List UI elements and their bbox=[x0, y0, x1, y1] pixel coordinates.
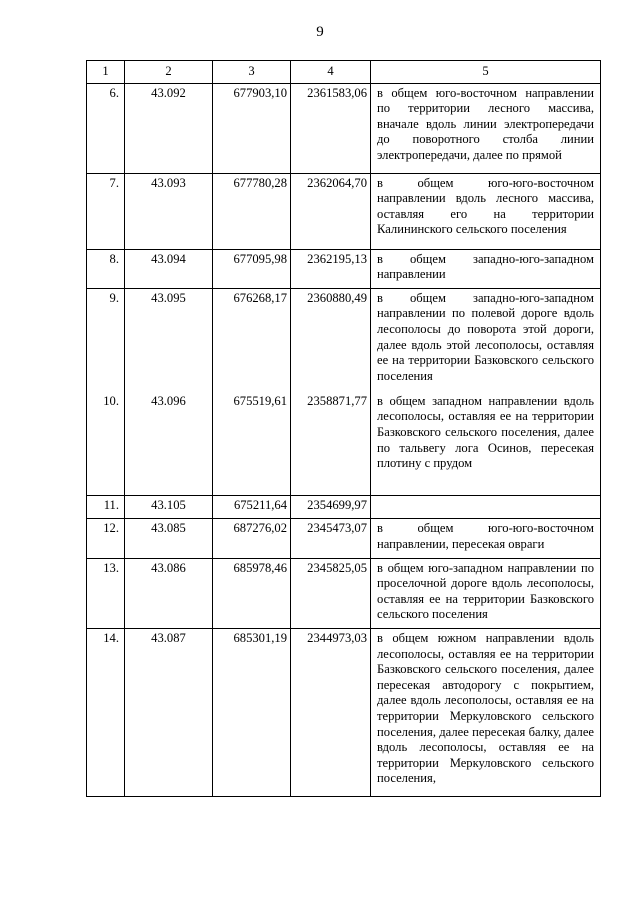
table-row bbox=[87, 495, 601, 519]
point-id: 43.086 bbox=[125, 558, 213, 628]
boundary-description: в общем западно-юго-западном направлении по полевой дороге вдоль лесополосы до поворота этой дороги, далее вдоль этой лесополосы, оставляя ее на территории Базковского сельского поселения bbox=[371, 288, 601, 392]
coord-y: 2354699,97 bbox=[291, 495, 371, 519]
coord-y: 2358871,77 bbox=[291, 392, 371, 496]
boundary-description: в общем юго-юго-восточном направлении вдоль лесного массива, оставляя его на территории Калининского сельского поселения bbox=[371, 173, 601, 249]
boundary-description: в общем южном направлении вдоль лесополосы, оставляя ее на территории Базковского сельского поселения, далее пересекая автодорогу с покрытием, далее вдоль лесополосы, оставляя ее на территории Меркуловского сельского поселения, далее пересекая балку, далее вдоль лесополосы, оставляя ее на территории Меркуловского сельского поселения, bbox=[371, 628, 601, 796]
coord-x: 675211,64 bbox=[213, 495, 291, 519]
coord-y: 2362195,13 bbox=[291, 249, 371, 288]
table-row bbox=[87, 628, 601, 796]
coord-x: 675519,61 bbox=[213, 392, 291, 496]
coord-y: 2345473,07 bbox=[291, 519, 371, 558]
point-id: 43.093 bbox=[125, 173, 213, 249]
coord-y: 2345825,05 bbox=[291, 558, 371, 628]
point-id: 43.085 bbox=[125, 519, 213, 558]
coord-y: 2344973,03 bbox=[291, 628, 371, 796]
row-number: 6. bbox=[87, 83, 125, 173]
boundary-description: в общем западно-юго-западном направлении bbox=[371, 249, 601, 288]
header-cell: 5 bbox=[371, 61, 601, 84]
coord-x: 685978,46 bbox=[213, 558, 291, 628]
row-number: 8. bbox=[87, 249, 125, 288]
row-number: 13. bbox=[87, 558, 125, 628]
table-row bbox=[87, 173, 601, 249]
boundary-description: в общем юго-западном направлении по проселочной дороге вдоль лесополосы, оставляя ее на территории Базковского сельского поселения bbox=[371, 558, 601, 628]
point-id: 43.105 bbox=[125, 495, 213, 519]
header-cell: 1 bbox=[87, 61, 125, 84]
row-number: 11. bbox=[87, 495, 125, 519]
coord-y: 2360880,49 bbox=[291, 288, 371, 392]
coord-x: 676268,17 bbox=[213, 288, 291, 392]
header-cell: 2 bbox=[125, 61, 213, 84]
row-number: 9. bbox=[87, 288, 125, 392]
boundary-description: в общем западном направлении вдоль лесополосы, оставляя ее на территории Базковского сельского поселения, далее по тальвегу лога Осинов, пересекая плотину с прудом bbox=[371, 392, 601, 496]
header-cell: 3 bbox=[213, 61, 291, 84]
boundary-points-table bbox=[86, 60, 601, 797]
boundary-description: в общем юго-восточном направлении по территории лесного массива, вначале вдоль линии электропередачи до поворотного столба линии электропередачи, далее по прямой bbox=[371, 83, 601, 173]
row-number: 14. bbox=[87, 628, 125, 796]
page-number: 9 bbox=[316, 24, 324, 40]
point-id: 43.087 bbox=[125, 628, 213, 796]
table-row bbox=[87, 249, 601, 288]
coord-x: 677095,98 bbox=[213, 249, 291, 288]
coord-y: 2362064,70 bbox=[291, 173, 371, 249]
point-id: 43.096 bbox=[125, 392, 213, 496]
row-number: 7. bbox=[87, 173, 125, 249]
table-row bbox=[87, 392, 601, 496]
table-row bbox=[87, 519, 601, 558]
header-cell: 4 bbox=[291, 61, 371, 84]
coord-y: 2361583,06 bbox=[291, 83, 371, 173]
boundary-description: в общем юго-юго-восточном направлении, пересекая овраги bbox=[371, 519, 601, 558]
boundary-description bbox=[371, 495, 601, 519]
row-number: 10. bbox=[87, 392, 125, 496]
row-number: 12. bbox=[87, 519, 125, 558]
table-row bbox=[87, 288, 601, 392]
table-row bbox=[87, 83, 601, 173]
coord-x: 677780,28 bbox=[213, 173, 291, 249]
coord-x: 677903,10 bbox=[213, 83, 291, 173]
table-header-row bbox=[87, 61, 601, 84]
point-id: 43.095 bbox=[125, 288, 213, 392]
point-id: 43.092 bbox=[125, 83, 213, 173]
coord-x: 685301,19 bbox=[213, 628, 291, 796]
table-row bbox=[87, 558, 601, 628]
point-id: 43.094 bbox=[125, 249, 213, 288]
coord-x: 687276,02 bbox=[213, 519, 291, 558]
